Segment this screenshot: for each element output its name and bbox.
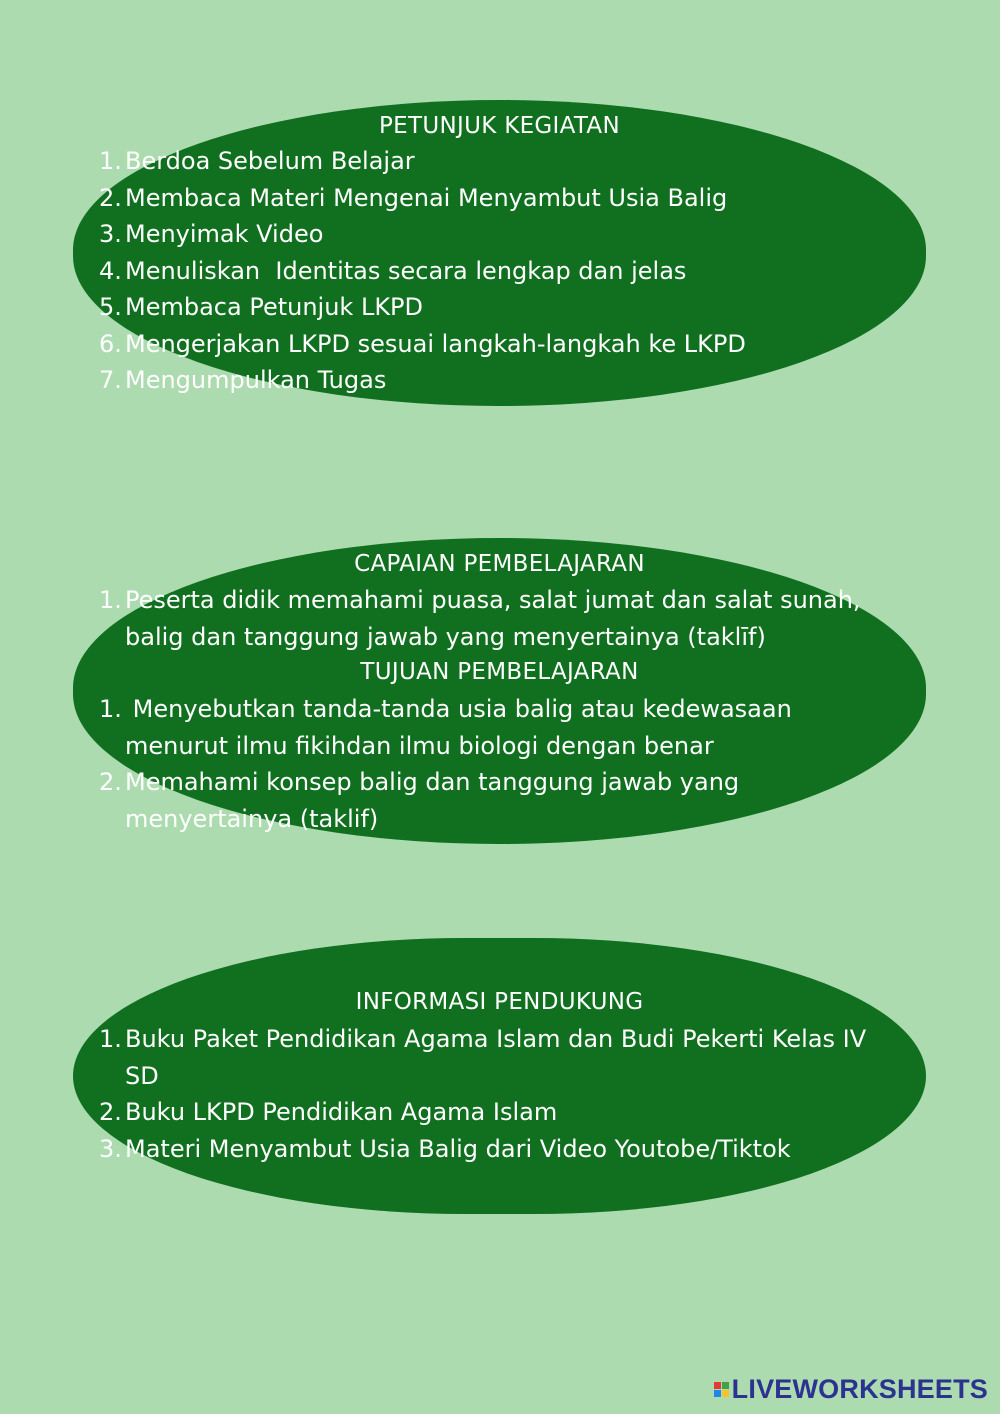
logo-square [722, 1390, 729, 1397]
liveworksheets-logo[interactable] [714, 1374, 988, 1404]
list-number: 7. [99, 366, 122, 394]
informasi-pendukung-list [73, 1021, 893, 1167]
list-number: 1. [99, 586, 122, 614]
list-item [73, 1021, 893, 1094]
list-text: Mengumpulkan Tugas [125, 366, 387, 394]
list-item [73, 143, 893, 180]
list-number: 2. [99, 768, 122, 796]
logo-text: LIVEWORKSHEETS [731, 1373, 988, 1404]
list-item [73, 764, 893, 837]
list-text: Peserta didik memahami puasa, salat jumat dan salat sunah, balig dan tanggung jawab yang menyertainya (taklīf) [125, 586, 869, 651]
informasi-pendukung-heading: INFORMASI PENDUKUNG [355, 989, 644, 1015]
list-item [73, 326, 893, 363]
list-item [73, 582, 893, 655]
list-number: 6. [99, 329, 122, 358]
list-text: Menyebutkan tanda-tanda usia balig atau kedewasaan menurut ilmu fikihdan ilmu biologi dengan benar [125, 695, 800, 760]
informasi-pendukung-card [73, 938, 926, 1214]
capaian-tujuan-card [73, 538, 926, 844]
tujuan-pembelajaran-heading: TUJUAN PEMBELAJARAN [360, 659, 639, 685]
tujuan-pembelajaran-list [73, 691, 893, 837]
list-number: 2. [99, 1098, 122, 1126]
list-item [73, 362, 893, 399]
logo-square [722, 1382, 729, 1389]
logo-square [714, 1382, 721, 1389]
petunjuk-kegiatan-list [73, 143, 893, 399]
logo-square [714, 1390, 721, 1397]
list-text: Membaca Petunjuk LKPD [125, 293, 424, 321]
list-number: 3. [99, 220, 122, 248]
list-number: 5. [99, 293, 122, 321]
list-text: Mengerjakan LKPD sesuai langkah-langkah ke LKPD [125, 329, 746, 358]
capaian-pembelajaran-list [73, 582, 893, 655]
list-item [73, 1131, 893, 1168]
list-item [73, 180, 893, 217]
list-number: 3. [99, 1134, 122, 1163]
list-number: 1. [99, 1025, 122, 1053]
list-number: 1. [99, 695, 122, 723]
petunjuk-kegiatan-heading: PETUNJUK KEGIATAN [379, 113, 620, 139]
list-number: 4. [99, 256, 122, 285]
list-item [73, 691, 893, 764]
liveworksheets-logo-icon [714, 1382, 729, 1397]
list-text: Memahami konsep balig dan tanggung jawab yang menyertainya (taklif) [125, 768, 747, 833]
list-item [73, 216, 893, 253]
list-text: Buku LKPD Pendidikan Agama Islam [125, 1098, 558, 1126]
list-text: Menyimak Video [125, 220, 324, 248]
list-number: 2. [99, 183, 122, 212]
list-item [73, 253, 893, 290]
capaian-pembelajaran-heading: CAPAIAN PEMBELAJARAN [354, 551, 645, 577]
list-text: Menuliskan Identitas secara lengkap dan jelas [125, 256, 687, 285]
list-text: Buku Paket Pendidikan Agama Islam dan Budi Pekerti Kelas IV SD [125, 1025, 874, 1090]
petunjuk-kegiatan-card [73, 100, 926, 406]
list-item [73, 289, 893, 326]
list-number: 1. [99, 147, 122, 175]
list-text: Materi Menyambut Usia Balig dari Video Youtobe/Tiktok [125, 1134, 791, 1163]
list-text: Membaca Materi Mengenai Menyambut Usia Balig [125, 183, 728, 212]
list-text: Berdoa Sebelum Belajar [125, 147, 415, 175]
list-item [73, 1094, 893, 1131]
